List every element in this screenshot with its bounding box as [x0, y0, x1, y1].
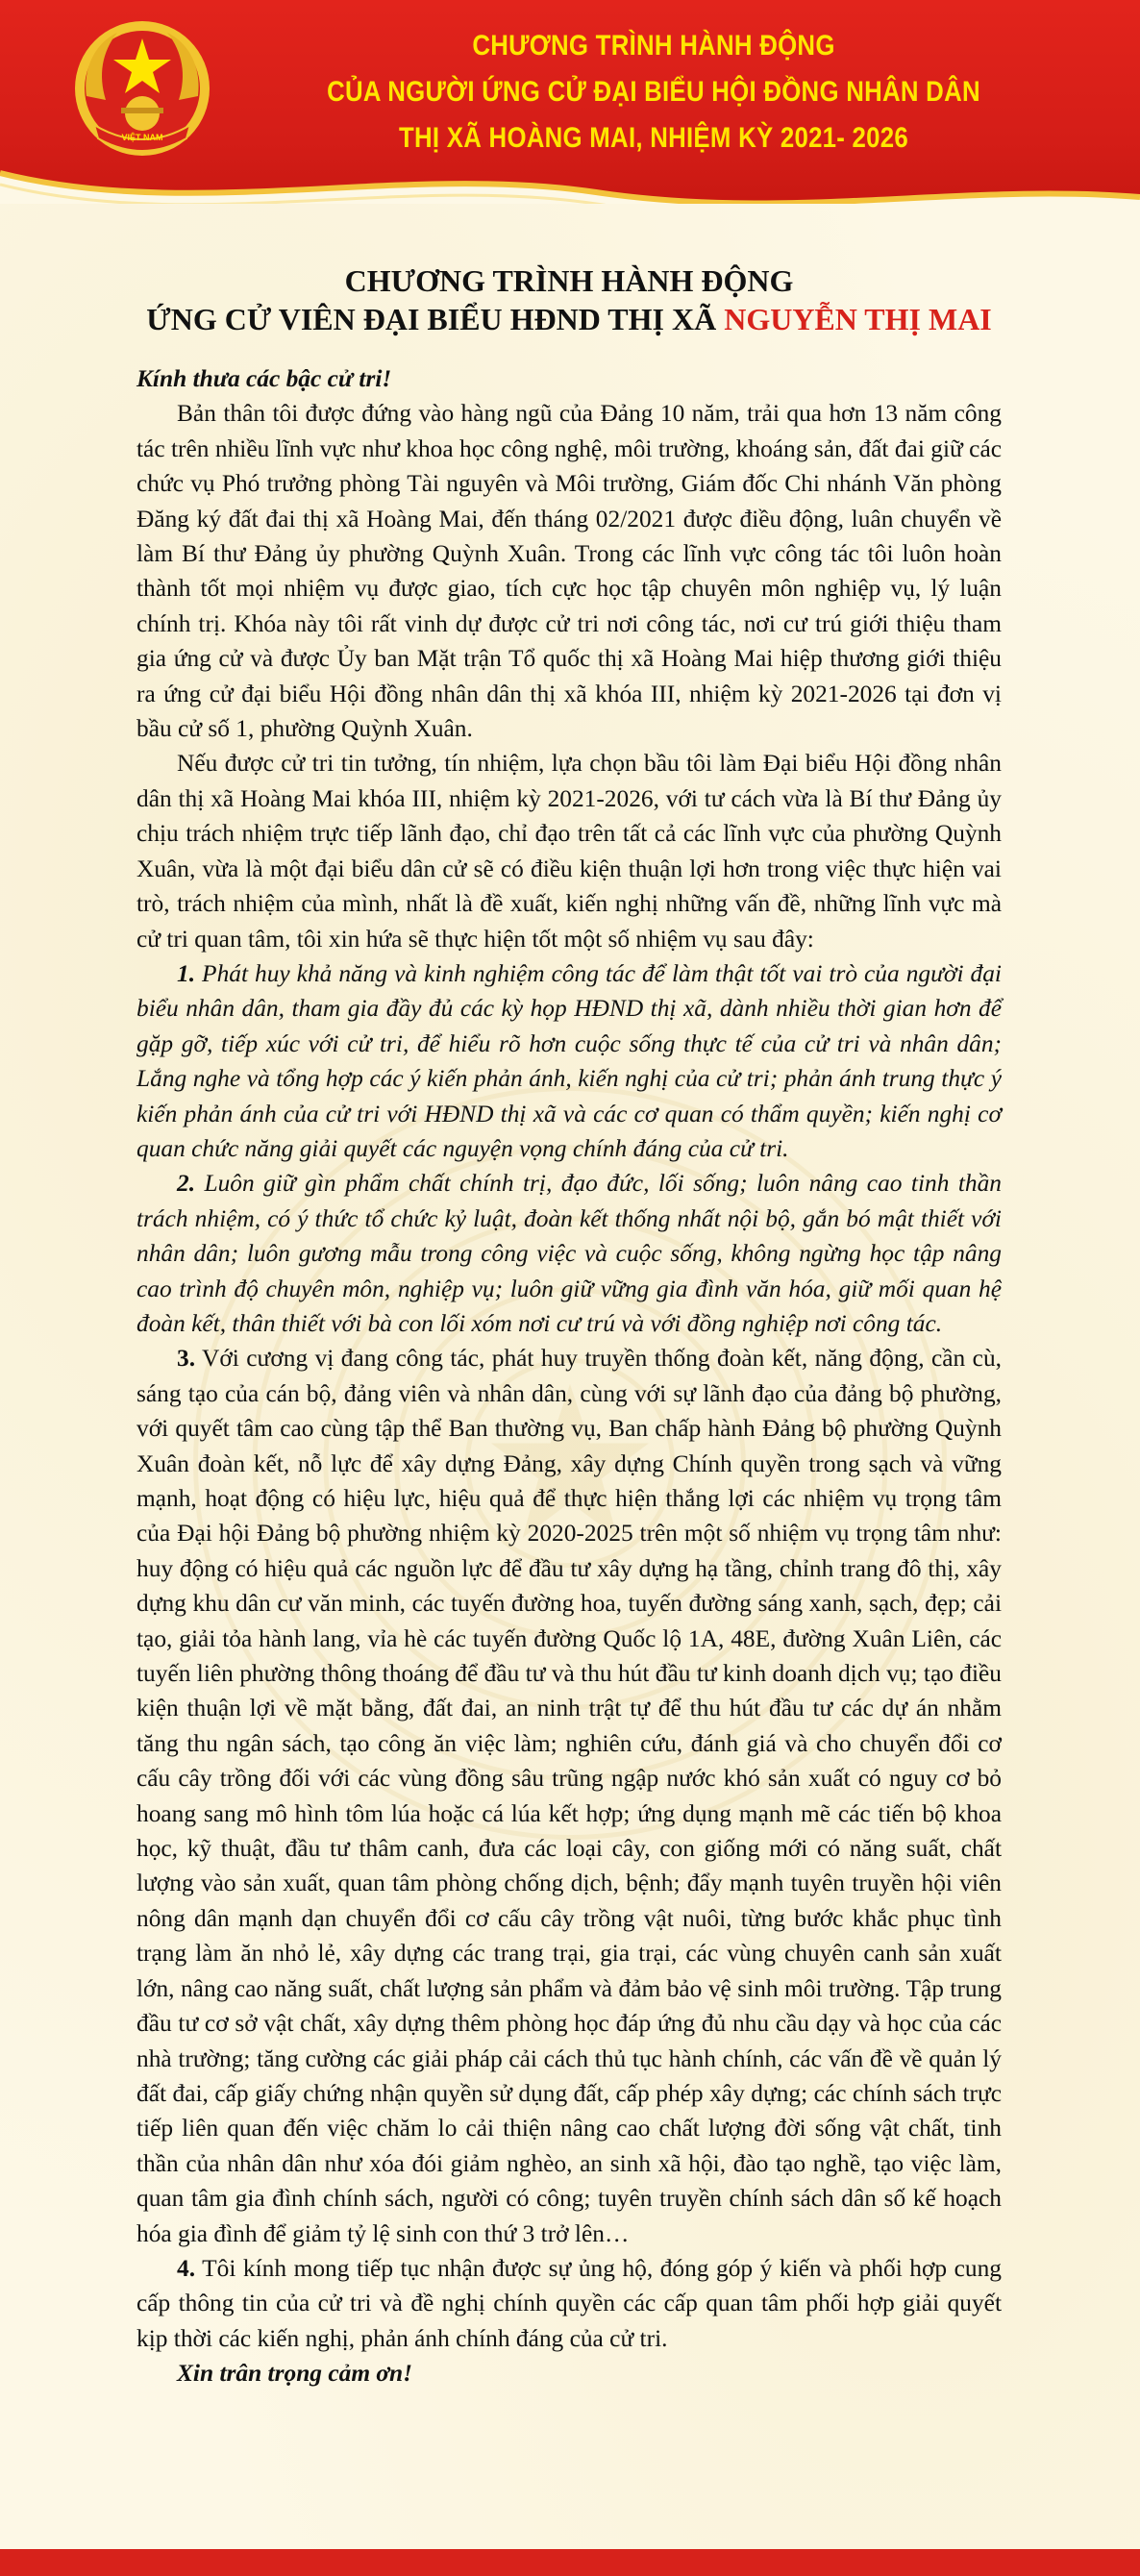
- paragraph-intro: Bản thân tôi được đứng vào hàng ngũ của Đảng 10 năm, trải qua hơn 13 năm công tác trên nhiều lĩnh vực như khoa học công nghệ, môi trường, khoáng sản, đất đai giữ các chức vụ Phó trưởng phòng Tài nguyên và Môi trường, Giám đốc Chi nhánh Văn phòng Đăng ký đất đai thị xã Hoàng Mai, đến tháng 02/2021 được điều động, luân chuyển về làm Bí thư Đảng ủy phường Quỳnh Xuân. Trong các lĩnh vực công tác tôi luôn hoàn thành tốt mọi nhiệm vụ được giao, tích cực học tập chuyên môn nghiệp vụ, lý luận chính trị. Khóa này tôi rất vinh dự được cử tri nơi công tác, nơi cư trú giới thiệu tham gia ứng cử và được Ủy ban Mặt trận Tổ quốc thị xã Hoàng Mai hiệp thương giới thiệu ra ứng cử đại biểu Hội đồng nhân dân thị xã khóa III, nhiệm kỳ 2021-2026 tại đơn vị bầu cử số 1, phường Quỳnh Xuân.: [136, 400, 1002, 743]
- emblem-ribbon-text: VIỆT NAM: [121, 133, 163, 142]
- list-item-4-text: Tôi kính mong tiếp tục nhận được sự ủng hộ, đóng góp ý kiến và phối hợp cung cấp thông tin của cử tri và đề nghị chính quyền các cấp quan tâm phối hợp giải quyết kịp thời các kiến nghị, phản ánh chính đáng của cử tri.: [136, 2254, 1002, 2352]
- list-item-1-number: 1.: [177, 959, 196, 987]
- banner-title-line-1: CHƯƠNG TRÌNH HÀNH ĐỘNG: [472, 30, 835, 62]
- banner-title: [240, 23, 1067, 161]
- closing-thanks: Xin trân trọng cảm ơn!: [177, 2360, 413, 2388]
- national-emblem-icon: [73, 19, 211, 158]
- list-item-2: [136, 1166, 1002, 1341]
- list-item-2-text: Luôn giữ gìn phẩm chất chính trị, đạo đức, lối sống; luôn nâng cao tinh thần trách nhiệm, có ý thức tổ chức kỷ luật, đoàn kết thống nhất nội bộ, gắn bó mật thiết với nhân dân; luôn gương mẫu trong công việc và cuộc sống, không ngừng học tập nâng cao trình độ chuyên môn, nghiệp vụ; luôn giữ vững gia đình văn hóa, giữ mối quan hệ đoàn kết, thân thiết với bà con lối xóm nơi cư trú và với đồng nghiệp nơi công tác.: [136, 1170, 1002, 1337]
- list-item-1: [136, 956, 1002, 1166]
- candidate-name: NGUYỄN THỊ MAI: [724, 302, 992, 336]
- list-item-2-number: 2.: [177, 1170, 196, 1198]
- list-item-3-text: Với cương vị đang công tác, phát huy truyền thống đoàn kết, năng động, cần cù, sáng tạo của cán bộ, đảng viên và nhân dân, cùng với sự lãnh đạo của đảng bộ phường, với quyết tâm cao cùng tập thể Ban thường vụ, Ban chấp hành Đảng bộ phường Quỳnh Xuân đoàn kết, nỗ lực để xây dựng Đảng, xây dựng Chính quyền trong sạch và vững mạnh, hoạt động có hiệu lực, hiệu quả để thực hiện thắng lợi các nhiệm vụ trọng tâm của Đại hội Đảng bộ phường nhiệm kỳ 2020-2025 trên một số nhiệm vụ trọng tâm như: huy động có hiệu quả các nguồn lực để đầu tư xây dựng hạ tầng, chỉnh trang đô thị, xây dựng khu dân cư văn minh, các tuyến đường hoa, tuyến đường sáng xanh, sạch, đẹp; cải tạo, giải tỏa hành lang, vỉa hè các tuyến đường Quốc lộ 1A, 48E, đường Xuân Liên, các tuyến liên phường thông thoáng để đầu tư và thu hút đầu tư kinh doanh dịch vụ; tạo điều kiện thuận lợi về mặt bằng, đất đai, an ninh trật tự để thu hút đầu tư các dự án nhằm tăng thu ngân sách, tạo công ăn việc làm; nghiên cứu, đánh giá và cho chuyển đổi cơ cấu cây trồng đối với các vùng đồng sâu trũng ngập nước khó sản xuất có nguy cơ bỏ hoang sang mô hình tôm lúa hoặc cá lúa kết hợp; ứng dụng mạnh mẽ các tiến bộ khoa học, kỹ thuật, đầu tư thâm canh, đưa các loại cây, con giống mới có năng suất, chất lượng vào sản xuất, quan tâm phòng chống dịch, bệnh; đẩy mạnh tuyên truyền hội viên nông dân mạnh dạn chuyển đổi cơ cấu cây trồng vật nuôi, từng bước khắc phục tình trạng làm ăn nhỏ lẻ, xây dựng các trang trại, gia trại, các vùng chuyên canh sản xuất lớn, nâng cao năng suất, chất lượng sản phẩm và đảm bảo vệ sinh môi trường. Tập trung đầu tư cơ sở vật chất, xây dựng thêm phòng học đáp ứng đủ nhu cầu dạy và học của các nhà trường; tăng cường các giải pháp cải cách thủ tục hành chính, các vấn đề về quản lý đất đai, cấp giấy chứng nhận quyền sử dụng đất, cấp phép xây dựng; các chính sách trực tiếp liên quan đến việc chăm lo cải thiện nâng cao chất lượng đời sống vật chất, tinh thần của nhân dân như xóa đói giảm nghèo, an sinh xã hội, đào tạo nghề, tạo việc làm, quan tâm gia đình chính sách, người có công; tuyên truyền chính sách dân số kế hoạch hóa gia đình để giảm tỷ lệ sinh con thứ 3 trở lên…: [136, 1345, 1002, 2247]
- document-content: [136, 261, 1002, 2391]
- list-item-3-number: 3.: [177, 1345, 196, 1373]
- greeting: Kính thưa các bậc cử tri!: [136, 365, 392, 392]
- list-item-4-number: 4.: [177, 2254, 196, 2282]
- footer-bar: [0, 2549, 1140, 2576]
- list-item-3: [136, 1341, 1002, 2251]
- paragraph-commitment: Nếu được cử tri tin tưởng, tín nhiệm, lựa chọn bầu tôi làm Đại biểu Hội đồng nhân dân thị xã Hoàng Mai khóa III, nhiệm kỳ 2021-2026, với tư cách vừa là Bí thư Đảng ủy chịu trách nhiệm trực tiếp lãnh đạo, chỉ đạo trên tất cả các lĩnh vực của phường Quỳnh Xuân, vừa là một đại biểu dân cử sẽ có điều kiện thuận lợi hơn trong việc thực hiện vai trò, trách nhiệm của mình, nhất là đề xuất, kiến nghị những vấn đề, những lĩnh vực mà cử tri quan tâm, tôi xin hứa sẽ thực hiện tốt một số nhiệm vụ sau đây:: [136, 750, 1002, 953]
- list-item-4: [136, 2251, 1002, 2356]
- header-banner: [0, 0, 1140, 204]
- subtitle-prefix: ỨNG CỬ VIÊN ĐẠI BIỂU HĐND THỊ XÃ: [146, 302, 725, 336]
- banner-title-line-2: CỦA NGƯỜI ỨNG CỬ ĐẠI BIỂU HỘI ĐỒNG NHÂN DÂN: [327, 76, 980, 108]
- document-title: CHƯƠNG TRÌNH HÀNH ĐỘNG: [344, 263, 794, 298]
- list-item-1-text: Phát huy khả năng và kinh nghiệm công tác để làm thật tốt vai trò của người đại biểu nhân dân, tham gia đầy đủ các kỳ họp HĐND thị xã, dành nhiều thời gian hơn để gặp gỡ, tiếp xúc với cử tri, để hiểu rõ hơn cuộc sống thực tế của cử tri và nhân dân; Lắng nghe và tổng hợp các ý kiến phản ánh, kiến nghị của cử tri; phản ánh trung thực ý kiến phản ánh của cử tri với HĐND thị xã và các cơ quan có thẩm quyền; kiến nghị cơ quan chức năng giải quyết các nguyện vọng chính đáng của cử tri.: [136, 959, 1002, 1162]
- banner-title-line-3: THỊ XÃ HOÀNG MAI, NHIỆM KỲ 2021- 2026: [399, 122, 908, 154]
- document-subtitle: [136, 300, 1002, 338]
